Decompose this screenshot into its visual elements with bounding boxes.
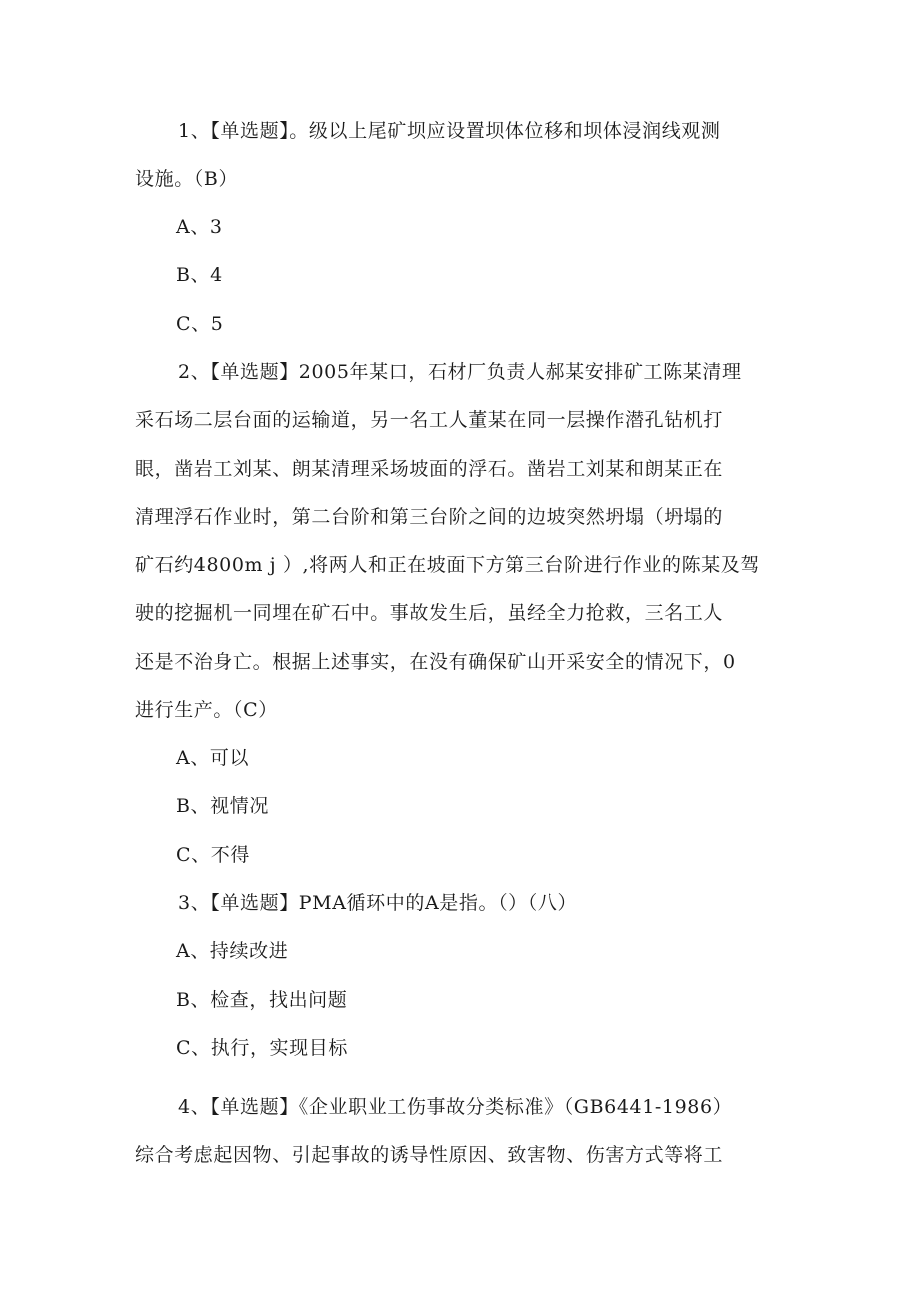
- question-2-line-4: 清理浮石作业时，第二台阶和第三台阶之间的边坡突然坍塌（坍塌的: [135, 506, 724, 528]
- question-1-line-2: 设施。（B）: [135, 168, 239, 190]
- question-2-line-7: 还是不治身亡。根据上述事实，在没有确保矿山开采安全的情况下，0: [135, 651, 736, 673]
- question-3-line-1: 3、【单选题】PMA循环中的A是指。（）（八）: [178, 892, 578, 914]
- question-4-line-2: 综合考虑起因物、引起事故的诱导性原因、致害物、伤害方式等将工: [135, 1144, 724, 1166]
- question-2-line-8: 进行生产。（C）: [135, 699, 278, 721]
- question-2-option-b: B、视情况: [176, 795, 269, 817]
- question-2-line-3: 眼，凿岩工刘某、朗某清理采场坡面的浮石。凿岩工刘某和朗某正在: [135, 458, 724, 480]
- question-1-line-1: 1、【单选题】。级以上尾矿坝应设置坝体位移和坝体浸润线观测: [178, 120, 721, 142]
- question-2-line-6: 驶的挖掘机一同埋在矿石中。事故发生后，虽经全力抢救，三名工人: [135, 602, 724, 624]
- question-3-option-a: A、持续改进: [176, 940, 289, 962]
- question-1-option-c: C、5: [176, 313, 224, 335]
- question-3-option-c: C、执行，实现目标: [176, 1037, 348, 1059]
- question-2-line-2: 采石场二层台面的运输道，另一名工人董某在同一层操作潜孔钻机打: [135, 409, 724, 431]
- question-3-option-b: B、检查，找出问题: [176, 989, 348, 1011]
- question-2-line-1: 2、【单选题】2005年某口，石材厂负责人郝某安排矿工陈某清理: [178, 361, 742, 383]
- question-1-option-b: B、4: [176, 264, 223, 286]
- question-1-option-a: A、3: [176, 216, 223, 238]
- question-2-line-5: 矿石约4800m j ）,将两人和正在坡面下方第三台阶进行作业的陈某及驾: [135, 554, 760, 576]
- question-2-option-c: C、不得: [176, 844, 250, 866]
- question-2-option-a: A、可以: [176, 747, 250, 769]
- question-4-line-1: 4、【单选题】《企业职业工伤事故分类标准》（GB6441-1986）: [178, 1096, 733, 1118]
